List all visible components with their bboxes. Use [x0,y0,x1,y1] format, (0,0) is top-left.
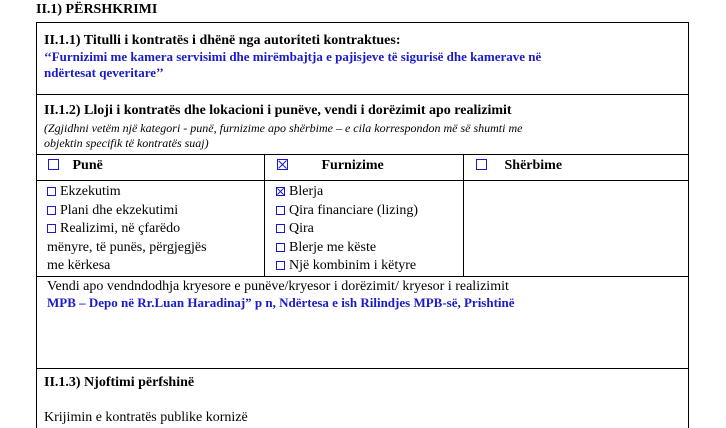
qira-checkbox[interactable] [276,224,285,233]
works-option-continuation-2: me kërkesa [47,258,111,273]
lizing-checkbox[interactable] [276,206,285,215]
column-divider-1 [264,154,265,276]
category-sherbime[interactable] [476,158,562,174]
kombinim-checkbox[interactable] [276,261,285,270]
table-right-border [688,22,689,428]
section-title: II.1) PËRSHKRIMI [36,2,158,17]
works-option-continuation-1: mënyre, të punës, përgjegjës [47,240,207,255]
s113-value[interactable]: Krijimin e kontratës publike kornizë [44,410,248,425]
works-option-realizimi[interactable] [47,221,180,237]
supply-option-qira[interactable] [276,221,314,237]
s112-note-line1: (Zgjidhni vetëm një kategori - punë, furnizime apo shërbime – e cila korrespondon më së shumti me [44,121,523,135]
location-label: Vendi apo vendndodhja kryesore e punëve/kryesor i dorëzimit/ kryesor i realizimit [47,279,509,294]
supply-option-keste[interactable] [276,240,376,256]
supply-option-label: Një kombinim i këtyre [289,258,417,273]
s112-heading: II.1.2) Lloji i kontratës dhe lokacioni i punëve, vendi i dorëzimit apo realizimit [44,103,512,118]
category-pune[interactable] [48,158,103,174]
table-top-border [36,22,688,23]
supply-option-label: Blerje me këste [289,240,377,255]
sherbime-checkbox[interactable] [476,159,487,170]
works-option-ekzekutim[interactable] [47,184,121,200]
s112-note-line2: objektin specifik të kontratës suaj) [44,136,209,150]
furnizime-checkbox-checked[interactable] [277,159,288,170]
works-option-label: Plani dhe ekzekutimi [60,203,179,218]
supply-option-blerja[interactable] [276,184,323,200]
divider-location-bottom [36,368,688,369]
blerja-checkbox-checked[interactable] [276,187,285,196]
ekzekutim-checkbox[interactable] [47,187,56,196]
supply-option-label: Qira financiare (lizing) [289,203,419,218]
supply-option-kombinim[interactable] [276,258,416,274]
divider-categories-bottom [36,180,688,181]
s111-title-line1: ‘‘Furnizimi me kamera servisimi dhe mirëmbajtja e pajisjeve të sigurisë dhe kamerave në [44,49,542,64]
pune-checkbox[interactable] [48,159,59,170]
category-furnizime-label: Furnizime [321,158,384,173]
location-value[interactable]: MPB – Depo në Rr.Luan Haradinaj” p n, Ndërtesa e ish Rilindjes MPB-së, Prishtinë [47,295,515,310]
s111-title-line2: ndërtesat qeveritare’’ [44,65,164,80]
realizimi-checkbox[interactable] [47,224,56,233]
column-divider-2 [463,154,464,276]
s111-heading: II.1.1) Titulli i kontratës i dhënë nga autoriteti kontraktues: [44,33,401,48]
divider-s111 [36,94,688,95]
works-option-plani[interactable] [47,203,178,219]
supply-option-label: Blerja [289,184,324,199]
supply-option-lizing[interactable] [276,203,418,219]
category-sherbime-label: Shërbime [504,158,563,173]
plani-checkbox[interactable] [47,206,56,215]
works-option-label: Ekzekutim [60,184,121,199]
category-pune-label: Punë [72,158,103,173]
works-option-label: Realizimi, në çfarëdo [60,221,181,236]
supply-option-label: Qira [289,221,314,236]
category-furnizime[interactable] [277,158,384,174]
s113-heading: II.1.3) Njoftimi përfshinë [44,375,195,390]
divider-options-bottom [36,276,688,277]
divider-categories-top [36,154,688,155]
keste-checkbox[interactable] [276,243,285,252]
